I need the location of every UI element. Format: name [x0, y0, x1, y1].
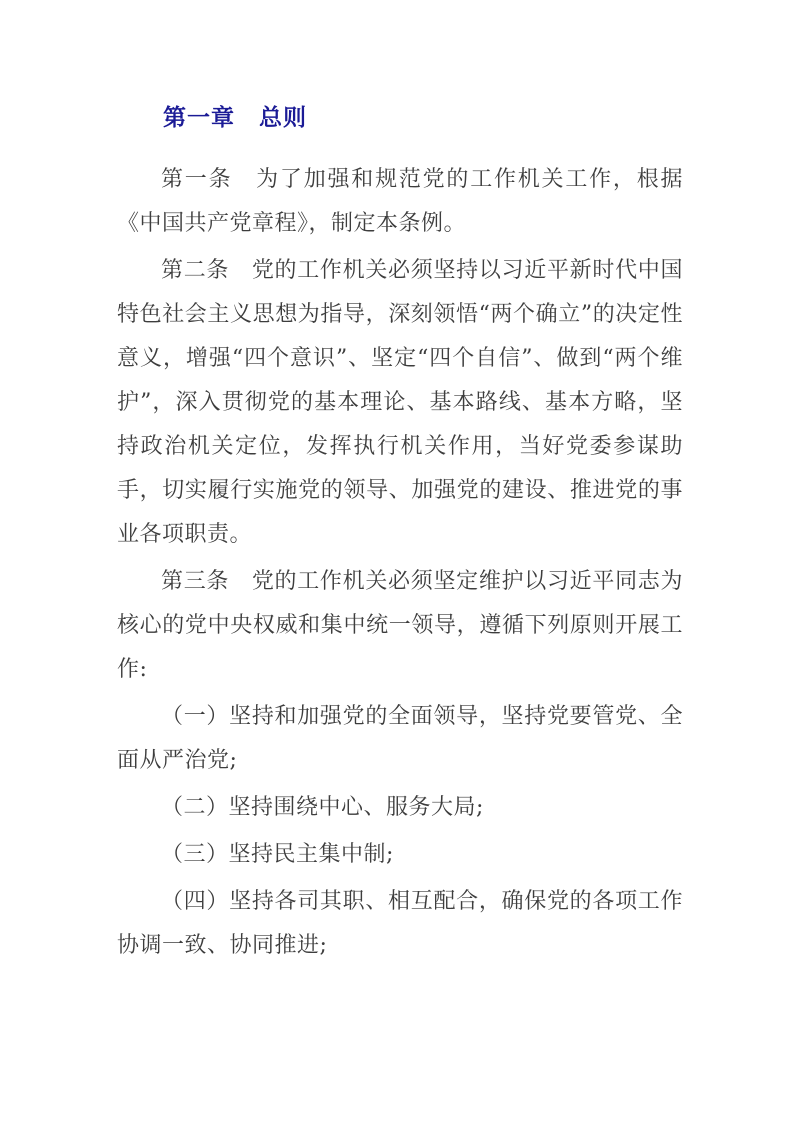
article-1-paragraph: 第一条 为了加强和规范党的工作机关工作，根据《中国共产党章程》，制定本条例。	[117, 167, 683, 236]
article-3-item-4: （四）坚持各司其职、相互配合，确保党的各项工作协调一致、协同推进;	[117, 889, 683, 958]
chapter-heading: 第一章 总则	[163, 104, 307, 131]
article-3-paragraph: 第三条 党的工作机关必须坚定维护以习近平同志为核心的党中央权威和集中统一领导，遵循下列原则开展工作:	[117, 569, 683, 682]
article-3-item-2: （二）坚持围绕中心、服务大局;	[161, 795, 484, 820]
article-3-item-3: （三）坚持民主集中制;	[161, 842, 394, 867]
article-3-item-1: （一）坚持和加强党的全面领导，坚持党要管党、全面从严治党;	[117, 704, 683, 773]
article-2-paragraph: 第二条 党的工作机关必须坚持以习近平新时代中国特色社会主义思想为指导，深刻领悟“两个确立”的决定性意义，增强“四个意识”、坚定“四个自信”、做到“两个维护”，深入贯彻党的基本理论、基本路线、基本方略，坚持政治机关定位，发挥执行机关作用，当好党委参谋助手，切实履行实施党的领导、加强党的建设、推进党的事业各项职责。	[117, 258, 683, 547]
